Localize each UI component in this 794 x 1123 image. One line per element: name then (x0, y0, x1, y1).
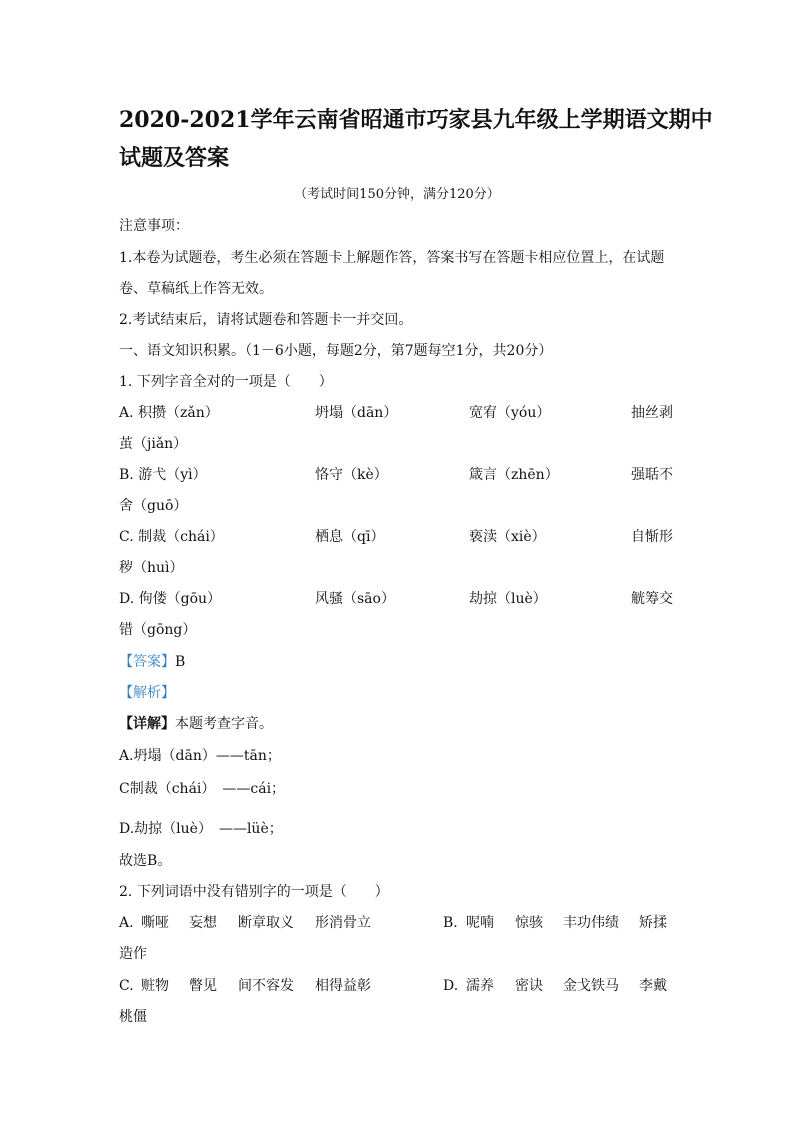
q2-option-word: 李戴 (639, 978, 667, 994)
exam-info: （考试时间150分钟，满分120分） (294, 187, 500, 202)
title-line-1: 2020-2021学年云南省昭通市巧家县九年级上学期语文期中 (119, 107, 713, 133)
option-a-item-3: 宽宥（yóu） (469, 405, 551, 421)
option-c-item-2: 栖息（qī） (315, 529, 385, 545)
option-c-item-4: 自惭形 (631, 529, 673, 545)
option-a-item-2: 坍塌（dān） (315, 405, 398, 421)
option-d-item-2: 风骚（sāo） (315, 591, 395, 607)
option-a-item-1: A. 积攒（zǎn） (119, 405, 219, 421)
question-2-stem: 2. 下列词语中没有错别字的一项是（ ） (119, 884, 389, 900)
note-c: C制裁（chái） ——cái； (119, 781, 286, 797)
q2-option-continuation: 桃僵 (119, 1009, 147, 1025)
title-line-2: 试题及答案 (119, 145, 230, 171)
option-d-continuation: 错（gōng） (119, 622, 197, 638)
option-c-item-1: C. 制裁（chái） (119, 529, 224, 545)
q2-option-word: 形消骨立 (315, 915, 371, 931)
q2-option-letter: D. (443, 978, 459, 994)
notice-item-1-cont: 卷、草稿纸上作答无效。 (119, 281, 273, 297)
option-b-item-2: 恪守（kè） (315, 467, 388, 483)
question-1-stem: 1. 下列字音全对的一项是（ ） (119, 374, 333, 390)
q2-option-word: 矫揉 (639, 915, 667, 931)
notice-item-2: 2.考试结束后，请将试题卷和答题卡一并交回。 (119, 312, 413, 328)
q2-option-word: 密诀 (515, 978, 543, 994)
notice-item-1: 1.本卷为试题卷，考生必须在答题卡上解题作答，答案书写在答题卡相应位置上，在试题 (119, 250, 665, 266)
option-d-item-1: D. 佝偻（gōu） (119, 591, 222, 607)
detail-line (119, 715, 273, 733)
q2-option-word: 妄想 (189, 915, 217, 931)
answer-line (119, 653, 185, 671)
notice-heading: 注意事项： (119, 218, 189, 234)
q2-option-word: 濡养 (466, 978, 494, 994)
option-c-item-3: 亵渎（xiè） (469, 529, 546, 545)
option-b-item-4: 强聒不 (631, 467, 673, 483)
option-a-item-4: 抽丝剥 (631, 405, 673, 421)
option-b-continuation: 舍（guō） (119, 498, 188, 514)
detail-label: 【详解】 (119, 716, 175, 732)
option-d-item-4: 觥筹交 (631, 591, 673, 607)
analysis-label: 【解析】 (119, 685, 175, 701)
answer-value: B (175, 654, 186, 670)
option-b-item-1: B. 游弋（yì） (119, 467, 207, 483)
note-a: A.坍塌（dān）——tān； (119, 748, 281, 764)
conclusion: 故选B。 (119, 853, 172, 869)
q2-option-word: 间不容发 (238, 978, 294, 994)
q2-option-word: 呢喃 (466, 915, 494, 931)
option-d-item-3: 劫掠（luè） (469, 591, 547, 607)
q2-option-word: 赃物 (141, 978, 169, 994)
section-heading: 一、语文知识积累。（1－6小题，每题2分，第7题每空1分，共20分） (119, 343, 553, 359)
q2-option-word: 金戈铁马 (563, 978, 619, 994)
q2-option-word: 惊骇 (515, 915, 543, 931)
q2-option-continuation: 造作 (119, 946, 147, 962)
detail-text: 本题考查字音。 (175, 716, 273, 732)
q2-option-word: 断章取义 (238, 915, 294, 931)
option-c-continuation: 秽（huì） (119, 560, 184, 576)
option-a-continuation: 茧（jiǎn） (119, 436, 188, 452)
q2-option-word: 嘶哑 (141, 915, 169, 931)
q2-option-word: 瞥见 (189, 978, 217, 994)
q2-option-word: 相得益彰 (315, 978, 371, 994)
answer-label: 【答案】 (119, 654, 175, 670)
note-d: D.劫掠（luè） ——lüè； (119, 821, 283, 837)
q2-option-letter: B. (443, 915, 458, 931)
q2-option-word: 丰功伟绩 (563, 915, 619, 931)
q2-option-letter: C. (119, 978, 134, 994)
q2-option-letter: A. (119, 915, 134, 931)
option-b-item-3: 箴言（zhēn） (469, 467, 559, 483)
